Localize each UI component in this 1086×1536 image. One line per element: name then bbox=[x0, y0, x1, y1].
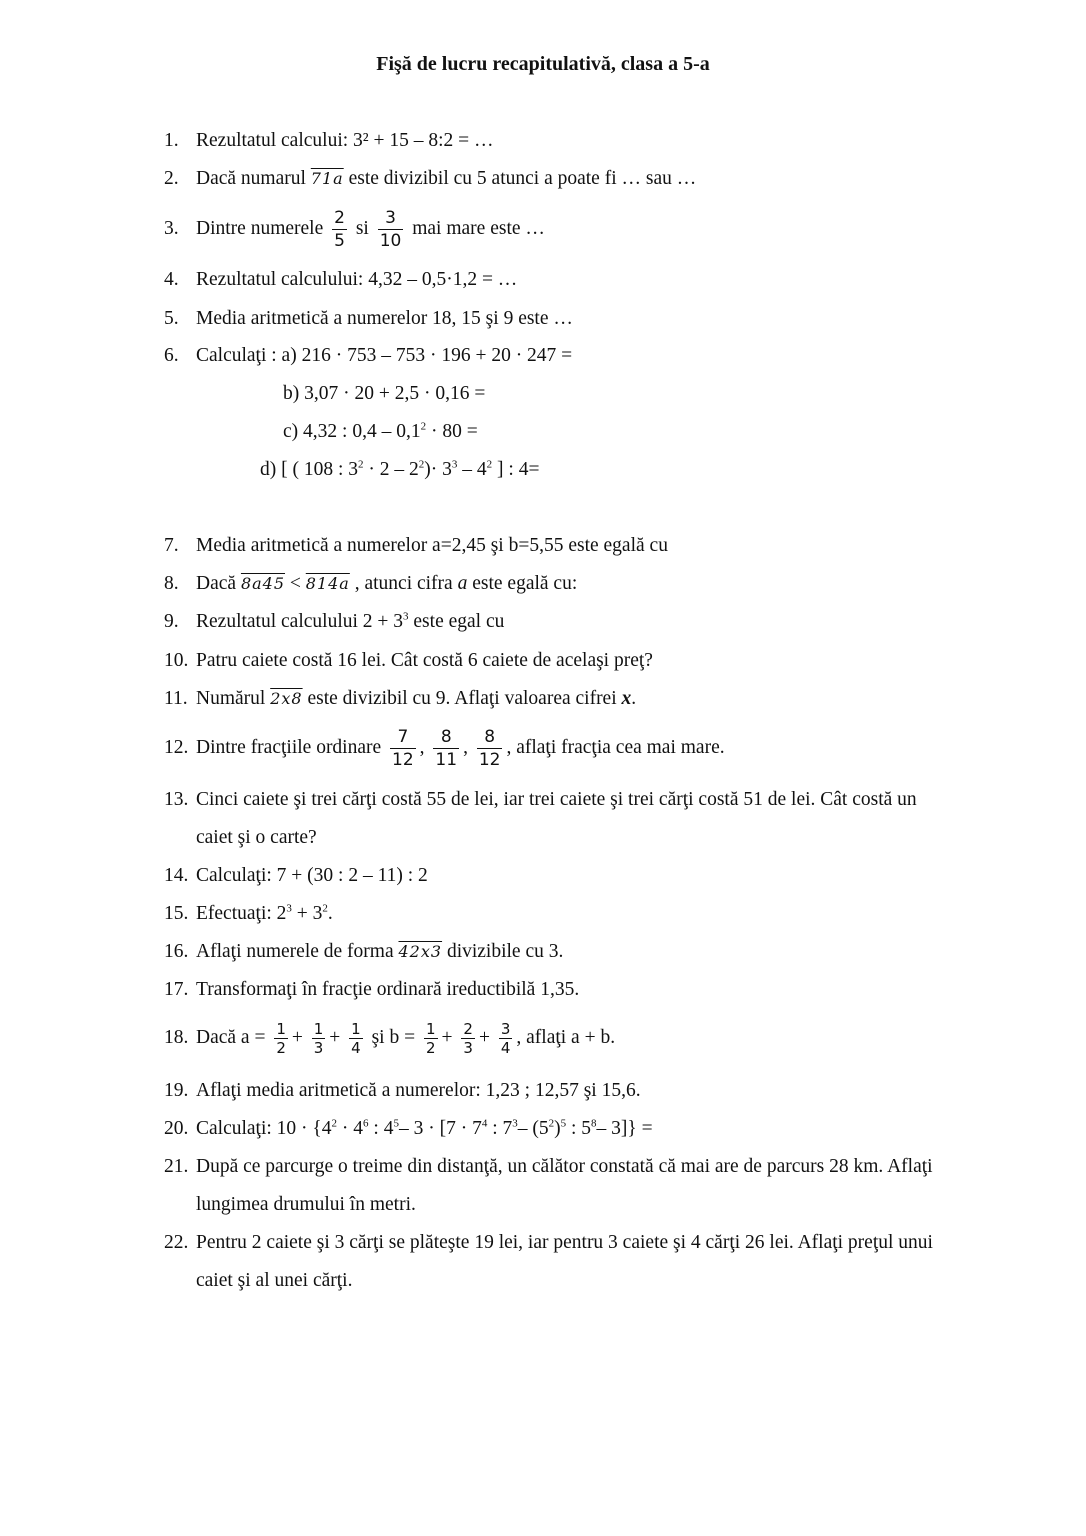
exercise-number: 8. bbox=[164, 573, 179, 594]
overline-number: 814a bbox=[305, 574, 350, 593]
exercise-text: Calculaţi : a) 216 · 753 – 753 · 196 + 20 · 247 = bbox=[196, 345, 573, 366]
exercise-number: 16. bbox=[164, 941, 189, 962]
exercise-number: 2. bbox=[164, 168, 179, 189]
fraction: $\frac{3}{4}$ bbox=[500, 1020, 511, 1058]
exercise-13 bbox=[164, 787, 917, 813]
exercise-text: După ce parcurge o treime din distanţă, un călător constată că mai are de parcurs 28 km. Aflaţi bbox=[196, 1156, 933, 1177]
exponent: 2 bbox=[322, 902, 328, 915]
exercise-18 bbox=[164, 1016, 615, 1060]
exponent: 3 bbox=[512, 1117, 518, 1130]
exercise-text: , atunci cifra bbox=[349, 573, 458, 594]
exercise-text: , aflaţi fracţia cea mai mare. bbox=[506, 737, 725, 758]
exponent: 2 bbox=[420, 420, 427, 433]
fraction: $\frac{1}{2}$ bbox=[276, 1020, 286, 1058]
exercise-text: < bbox=[285, 573, 306, 594]
exercise-19 bbox=[164, 1078, 641, 1104]
exercise-text: – 4 bbox=[457, 459, 487, 480]
exercise-text: şi b = bbox=[371, 1027, 420, 1048]
exercise-number: 17. bbox=[164, 979, 189, 1000]
exercise-6b bbox=[283, 381, 485, 407]
exercise-text: : 5 bbox=[566, 1118, 592, 1139]
exercise-number: 15. bbox=[164, 903, 189, 924]
exercise-text: Media aritmetică a numerelor a=2,45 şi b=5,55 este egală cu bbox=[196, 535, 668, 556]
exercise-13-continuation: caiet şi o carte? bbox=[196, 827, 317, 848]
exercise-text: . bbox=[327, 903, 333, 924]
exercise-text: – 3 · [7 · 7 bbox=[398, 1118, 482, 1139]
exercise-11 bbox=[164, 686, 636, 712]
exercise-15 bbox=[164, 901, 333, 927]
exercise-text: Pentru 2 caiete şi 3 cărţi se plăteşte 19 lei, iar pentru 3 caiete şi 4 cărţi 26 lei. Aflaţi preţul unui bbox=[196, 1232, 933, 1253]
exercise-number: 18. bbox=[164, 1027, 189, 1048]
exponent: 6 bbox=[363, 1117, 369, 1130]
exercise-text: si bbox=[355, 218, 374, 239]
exercise-21-continuation: lungimea drumului în metri. bbox=[196, 1194, 416, 1215]
exercise-text: · 2 – 2 bbox=[363, 459, 419, 480]
exercise-text: Dacă numarul bbox=[196, 168, 311, 189]
exercise-text: · 4 bbox=[337, 1118, 364, 1139]
exponent: 2 bbox=[548, 1117, 555, 1130]
exercise-text: · 80 = bbox=[426, 421, 478, 442]
exercise-8 bbox=[164, 571, 577, 597]
exponent: 2 bbox=[418, 458, 425, 471]
exercise-text: : 4 bbox=[368, 1118, 394, 1139]
exercise-text: Cinci caiete şi trei cărţi costă 55 de lei, iar trei caiete şi trei cărţi costă 51 de lei. Cât costă un bbox=[196, 789, 917, 810]
exercise-text: – 3]} = bbox=[596, 1118, 653, 1139]
exercise-text: – (5 bbox=[517, 1118, 549, 1139]
exponent: 3 bbox=[451, 458, 458, 471]
exercise-text: mai mare este … bbox=[412, 218, 545, 239]
plus-sign: + bbox=[441, 1027, 453, 1048]
exercise-9 bbox=[164, 609, 504, 635]
exercise-text: )· 3 bbox=[424, 459, 452, 480]
fraction: $\frac{1}{3}$ bbox=[313, 1020, 324, 1058]
exercise-text: Media aritmetică a numerelor 18, 15 şi 9 este … bbox=[196, 308, 573, 329]
exercise-number: 12. bbox=[164, 737, 189, 758]
exercise-4 bbox=[164, 267, 517, 293]
exponent: 3 bbox=[403, 610, 409, 623]
fraction: $\frac{1}{4}$ bbox=[351, 1020, 361, 1058]
exercise-22-continuation: caiet şi al unei cărţi. bbox=[196, 1270, 353, 1291]
exercise-16 bbox=[164, 939, 563, 965]
exercise-number: 14. bbox=[164, 865, 189, 886]
exercise-text: Numărul bbox=[196, 688, 271, 709]
exponent: 3 bbox=[286, 902, 292, 915]
exercise-number: 3. bbox=[164, 218, 179, 239]
exercise-number: 9. bbox=[164, 611, 179, 632]
exercise-text: ) bbox=[554, 1118, 561, 1139]
overline-number: 42x3 bbox=[398, 942, 443, 961]
variable: x bbox=[621, 688, 632, 709]
exercise-number: 10. bbox=[164, 650, 189, 671]
exercise-text: Aflaţi numerele de forma bbox=[196, 941, 399, 962]
fraction: $\frac{8}{11}$ bbox=[435, 727, 458, 771]
exercise-text: + 3 bbox=[291, 903, 323, 924]
exercise-number: 7. bbox=[164, 535, 179, 556]
exercise-number: 21. bbox=[164, 1156, 189, 1177]
exercise-12 bbox=[164, 724, 725, 772]
exercise-20 bbox=[164, 1116, 653, 1142]
exercise-1 bbox=[164, 128, 494, 154]
plus-sign: + bbox=[291, 1027, 303, 1048]
exercise-text: Transformaţi în fracţie ordinară ireductibilă 1,35. bbox=[196, 979, 580, 1000]
exercise-text: Dacă bbox=[196, 573, 241, 594]
exercise-text: este divizibil cu 5 atunci a poate fi … sau … bbox=[348, 168, 697, 189]
exercise-text: Aflaţi media aritmetică a numerelor: 1,23 ; 12,57 şi 15,6. bbox=[196, 1080, 641, 1101]
exercise-text: este divizibil cu 9. Aflaţi valoarea cifrei bbox=[302, 688, 622, 709]
exercise-6 bbox=[164, 343, 572, 369]
fraction: $\frac{2}{3}$ bbox=[463, 1020, 473, 1058]
overline-number: 71a bbox=[310, 169, 344, 188]
exercise-text: este egal cu bbox=[408, 611, 505, 632]
exercise-22 bbox=[164, 1230, 933, 1256]
exercise-text: , aflaţi a + b. bbox=[516, 1027, 616, 1048]
exercise-text: divizibile cu 3. bbox=[442, 941, 564, 962]
exercise-text: c) 4,32 : 0,4 – 0,1 bbox=[283, 421, 421, 442]
exercise-text: , bbox=[463, 737, 468, 758]
plus-sign: + bbox=[478, 1027, 490, 1048]
exercise-number: 11. bbox=[164, 688, 188, 709]
exercise-number: 22. bbox=[164, 1232, 189, 1253]
exponent: 2 bbox=[331, 1117, 338, 1130]
fraction: $\frac{8}{12}$ bbox=[478, 727, 501, 771]
exercise-number: 13. bbox=[164, 789, 189, 810]
exercise-text: este egală cu: bbox=[467, 573, 578, 594]
fraction: $\frac{3}{10}$ bbox=[379, 208, 402, 252]
exercise-number: 20. bbox=[164, 1118, 189, 1139]
exercise-text: ] : 4= bbox=[492, 459, 540, 480]
overline-number: 8a45 bbox=[240, 574, 286, 593]
overline-number: 2x8 bbox=[270, 689, 303, 708]
exercise-3 bbox=[164, 205, 545, 253]
exercise-7 bbox=[164, 533, 668, 559]
exercise-text: b) 3,07 · 20 + 2,5 · 0,16 = bbox=[283, 383, 486, 404]
exercise-number: 19. bbox=[164, 1080, 189, 1101]
exercise-10 bbox=[164, 648, 653, 674]
exercise-text: , bbox=[419, 737, 425, 758]
exercise-text: Dintre fracţiile ordinare bbox=[196, 737, 387, 758]
fraction: $\frac{1}{2}$ bbox=[425, 1020, 436, 1058]
exercise-number: 1. bbox=[164, 130, 179, 151]
exercise-text: Rezultatul calcului: 3² + 15 – 8:2 = … bbox=[196, 130, 494, 151]
exercise-14 bbox=[164, 863, 428, 889]
exercise-text: Calculaţi: 10 · {4 bbox=[196, 1118, 332, 1139]
fraction: $\frac{2}{5}$ bbox=[334, 208, 345, 252]
exercise-text: Efectuaţi: 2 bbox=[196, 903, 287, 924]
exercise-6d bbox=[260, 457, 539, 483]
exponent: 4 bbox=[481, 1117, 488, 1130]
exercise-text: d) [ ( 108 : 3 bbox=[260, 459, 359, 480]
plus-sign: + bbox=[329, 1027, 341, 1048]
exponent: 2 bbox=[486, 458, 493, 471]
exercise-2 bbox=[164, 166, 696, 192]
exercise-text: Patru caiete costă 16 lei. Cât costă 6 caiete de acelaşi preţ? bbox=[196, 650, 653, 671]
exercise-text: Calculaţi: 7 + (30 : 2 – 11) : 2 bbox=[196, 865, 428, 886]
exercise-text: . bbox=[631, 688, 637, 709]
exercise-text: Dintre numerele bbox=[196, 218, 329, 239]
exercise-text: : 7 bbox=[487, 1118, 513, 1139]
exercise-number: 4. bbox=[164, 269, 179, 290]
fraction: $\frac{7}{12}$ bbox=[392, 727, 414, 771]
exercise-6c bbox=[283, 419, 478, 445]
exercise-text: Rezultatul calculului: 4,32 – 0,5·1,2 = … bbox=[196, 269, 518, 290]
exponent: 5 bbox=[560, 1117, 567, 1130]
exercise-5 bbox=[164, 306, 573, 332]
exercise-text: Dacă a = bbox=[196, 1027, 271, 1048]
page-title: Fişă de lucru recapitulativă, clasa a 5-a bbox=[376, 53, 710, 75]
variable: a bbox=[457, 573, 468, 594]
exponent: 8 bbox=[591, 1117, 597, 1130]
exercise-number: 5. bbox=[164, 308, 179, 329]
exercise-text: Rezultatul calculului 2 + 3 bbox=[196, 611, 404, 632]
exponent: 2 bbox=[358, 458, 364, 471]
exercise-21 bbox=[164, 1154, 933, 1180]
exponent: 5 bbox=[393, 1117, 399, 1130]
exercise-17 bbox=[164, 977, 579, 1003]
exercise-number: 6. bbox=[164, 345, 179, 366]
